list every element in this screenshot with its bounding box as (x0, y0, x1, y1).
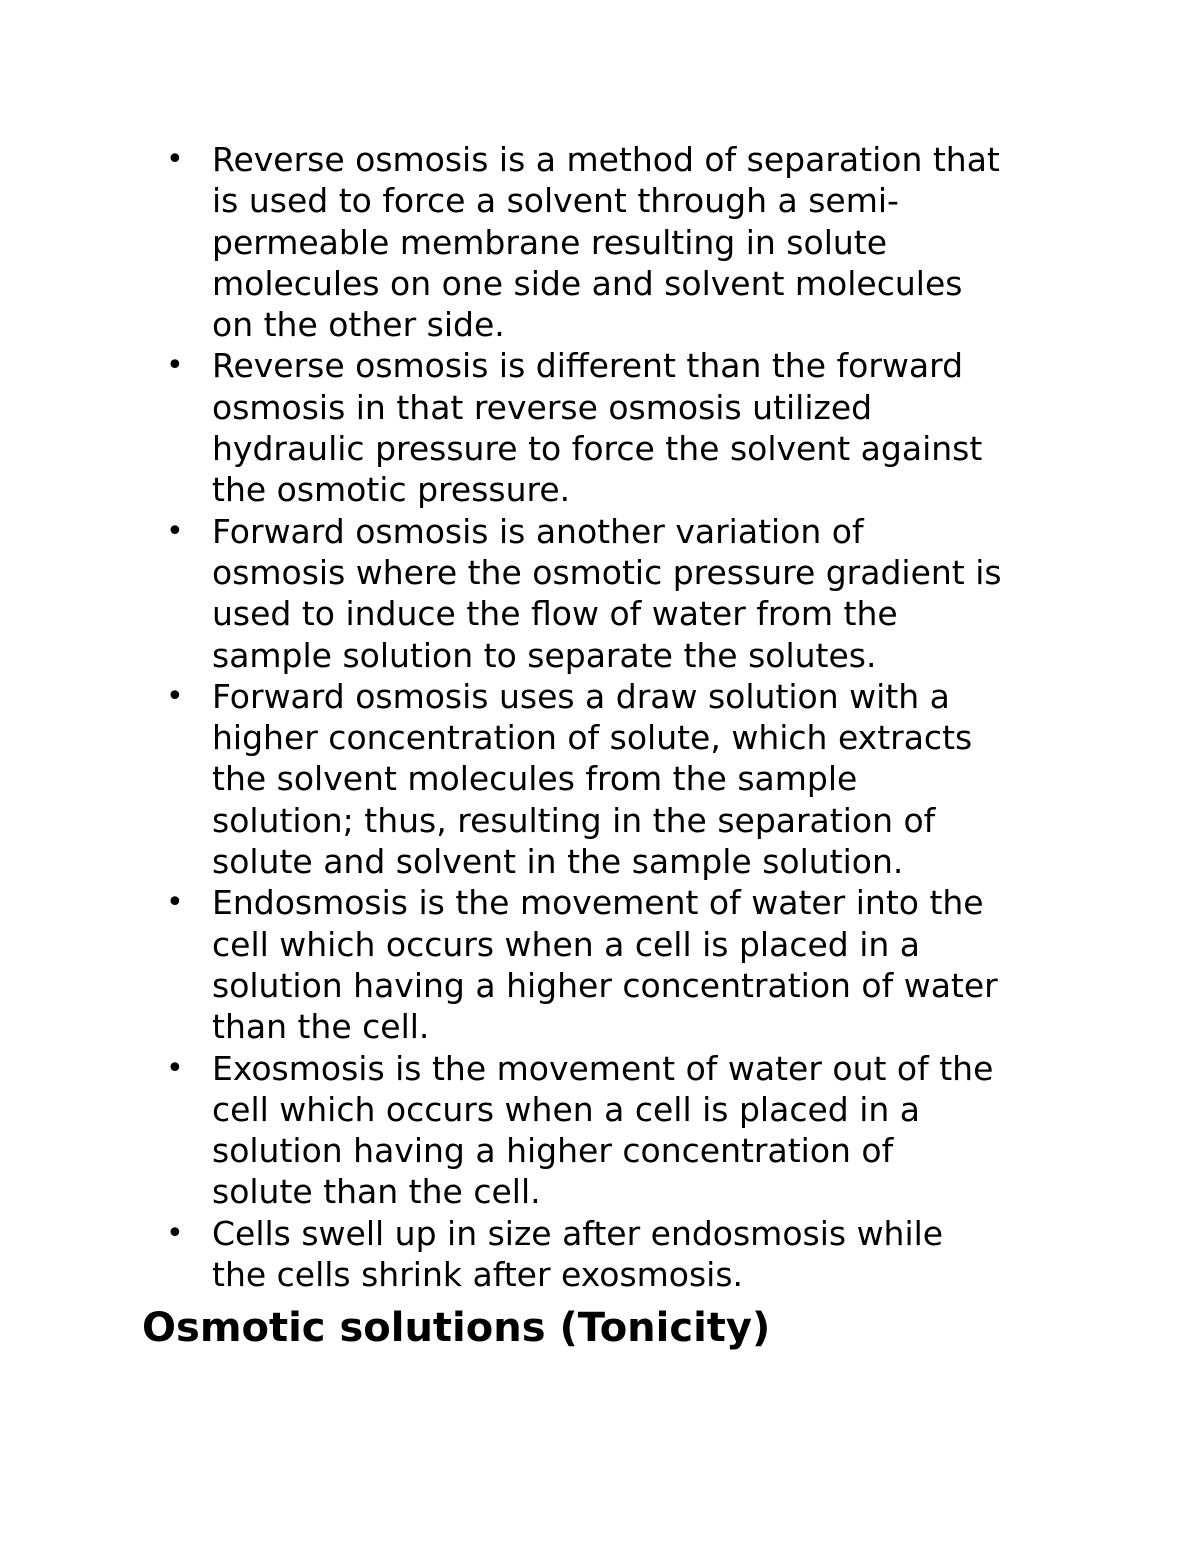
bullet-icon: • (166, 678, 184, 714)
bullet-icon: • (166, 142, 184, 177)
bullet-list (0, 139, 1072, 1295)
list-item (0, 345, 1072, 510)
bullet-icon: • (166, 513, 184, 549)
bullet-text: Forward osmosis is another variation of osmosis where the osmotic pressure gradient is used to induce the flow of water from the sample solution to separate the solutes. (212, 511, 1002, 675)
bullet-text: Cells swell up in size after endosmosis while the cells shrink after exosmosis. (212, 1213, 944, 1295)
list-item (0, 882, 1072, 1047)
bullet-icon: • (166, 885, 184, 921)
bullet-text: Forward osmosis uses a draw solution with a higher concentration of solute, which extracts the solvent molecules from the sample solution; thus, resulting in the separation of solute and solvent in the sample solution. (212, 676, 973, 882)
list-item (0, 1213, 1072, 1296)
bullet-icon: • (166, 1215, 184, 1251)
list-item (0, 511, 1072, 676)
list-item (0, 1048, 1072, 1213)
bullet-icon: • (166, 348, 184, 384)
bullet-text: Reverse osmosis is different than the forward osmosis in that reverse osmosis utilized hydraulic pressure to force the solvent against the osmotic pressure. (212, 346, 983, 510)
section-heading: Osmotic solutions (Tonicity) (142, 1305, 771, 1351)
bullet-text: Endosmosis is the movement of water into the cell which occurs when a cell is placed in a solution having a higher concentration of water than the cell. (212, 883, 998, 1047)
bullet-icon: • (166, 1050, 184, 1086)
bullet-text: Exosmosis is the movement of water out of the cell which occurs when a cell is placed in a solution having a higher concentration of solute than the cell. (212, 1048, 994, 1212)
list-item (0, 139, 1072, 345)
list-item (0, 676, 1072, 882)
bullet-text: Reverse osmosis is a method of separation that is used to force a solvent through a semi- permeable membrane resulting in solute molecules on one side and solvent molecules on the other side. (212, 140, 1000, 345)
